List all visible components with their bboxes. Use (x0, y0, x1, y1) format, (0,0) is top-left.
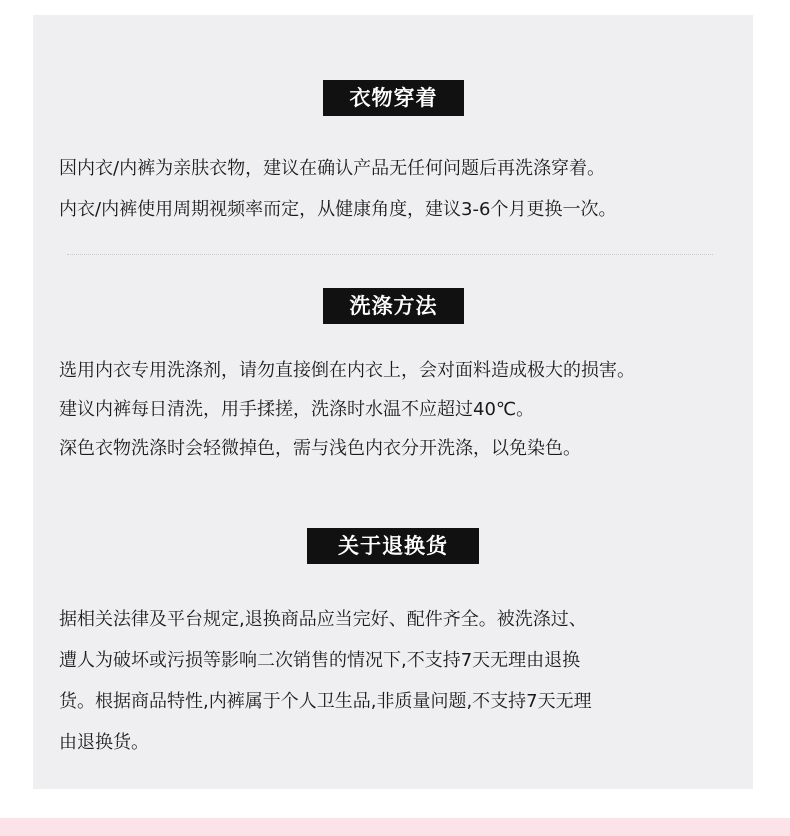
text-line: 内衣/内裤使用周期视频率而定，从健康角度，建议3-6个月更换一次。 (59, 199, 617, 220)
section-body-washing (59, 351, 635, 468)
text-line: 货。根据商品特性,内裤属于个人卫生品,非质量问题,不支持7天无理 (59, 691, 592, 712)
text-line: 遭人为破坏或污损等影响二次销售的情况下,不支持7天无理由退换 (59, 650, 581, 671)
text-line: 因内衣/内裤为亲肤衣物，建议在确认产品无任何问题后再洗涤穿着。 (59, 158, 606, 179)
text-line: 由退换货。 (59, 732, 149, 753)
bottom-decorative-strip (0, 818, 790, 836)
section-body-wearing (59, 148, 616, 230)
text-line: 据相关法律及平台规定,退换商品应当完好、配件齐全。被洗涤过、 (59, 609, 587, 630)
section-divider (67, 254, 713, 255)
section-heading-washing: 洗涤方法 (323, 288, 464, 324)
section-body-returns (59, 599, 592, 763)
text-line: 选用内衣专用洗涤剂，请勿直接倒在内衣上，会对面料造成极大的损害。 (59, 360, 635, 381)
section-heading-returns: 关于退换货 (307, 528, 479, 564)
section-heading-wearing: 衣物穿着 (323, 80, 464, 116)
text-line: 深色衣物洗涤时会轻微掉色，需与浅色内衣分开洗涤，以免染色。 (59, 438, 581, 459)
text-line: 建议内裤每日清洗，用手揉搓，洗涤时水温不应超过40℃。 (59, 399, 535, 420)
care-info-panel (33, 15, 753, 789)
